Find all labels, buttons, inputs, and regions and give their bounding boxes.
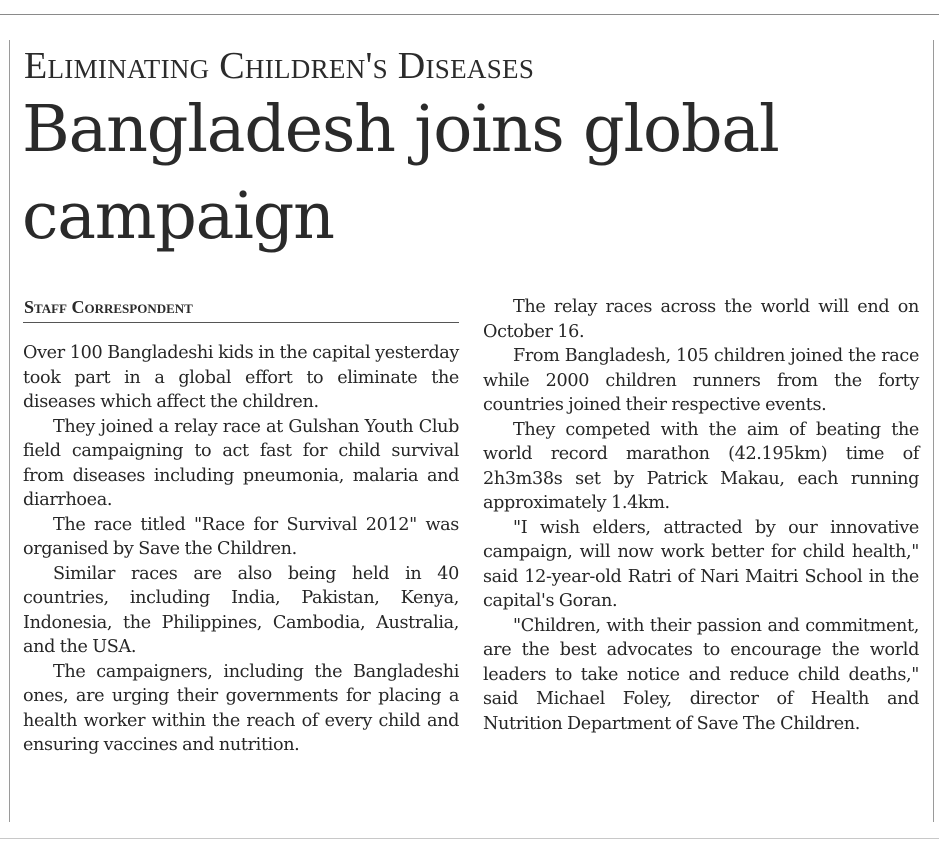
paragraph: Similar races are also being held in 40 countries, including India, Pakistan, Kenya, Indonesia, the Philippines, Cambodia, Australia, and the USA. — [23, 563, 459, 657]
byline-rule — [23, 322, 459, 323]
paragraph: Over 100 Bangladeshi kids in the capital yesterday took part in a global effort to eliminate the diseases which affect the children. — [23, 343, 459, 412]
article-column-right — [483, 295, 919, 736]
article-kicker: Eliminating Children's Diseases — [24, 45, 535, 87]
bottom-rule — [0, 838, 939, 839]
paragraph: The relay races across the world will end on October 16. — [483, 297, 919, 342]
byline: Staff Correspondent — [24, 297, 193, 317]
paragraph: The campaigners, including the Bangladeshi ones, are urging their governments for placing a health worker within the reach of every child and ensuring vaccines and nutrition. — [23, 661, 459, 755]
top-rule — [0, 14, 939, 15]
article-headline: Bangladesh joins global campaign — [22, 92, 779, 254]
paragraph: The race titled "Race for Survival 2012" was organised by Save the Children. — [23, 514, 459, 559]
right-column-rule — [933, 40, 934, 822]
paragraph: "Children, with their passion and commitment, are the best advocates to encourage the world leaders to take notice and reduce child deaths," said Michael Foley, director of Health and Nutrition Department of Save The Children. — [483, 615, 919, 734]
paragraph: From Bangladesh, 105 children joined the race while 2000 children runners from the forty countries joined their respective events. — [483, 346, 919, 415]
article-column-left — [23, 341, 459, 758]
paragraph: They competed with the aim of beating the world record marathon (42.195km) time of 2h3m38s set by Patrick Makau, each running approximately 1.4km. — [483, 419, 919, 513]
left-column-rule — [9, 40, 10, 822]
paragraph: "I wish elders, attracted by our innovative campaign, will now work better for child health," said 12-year-old Ratri of Nari Maitri School in the capital's Goran. — [483, 517, 919, 611]
paragraph: They joined a relay race at Gulshan Youth Club field campaigning to act fast for child survival from diseases including pneumonia, malaria and diarrhoea. — [23, 416, 459, 510]
